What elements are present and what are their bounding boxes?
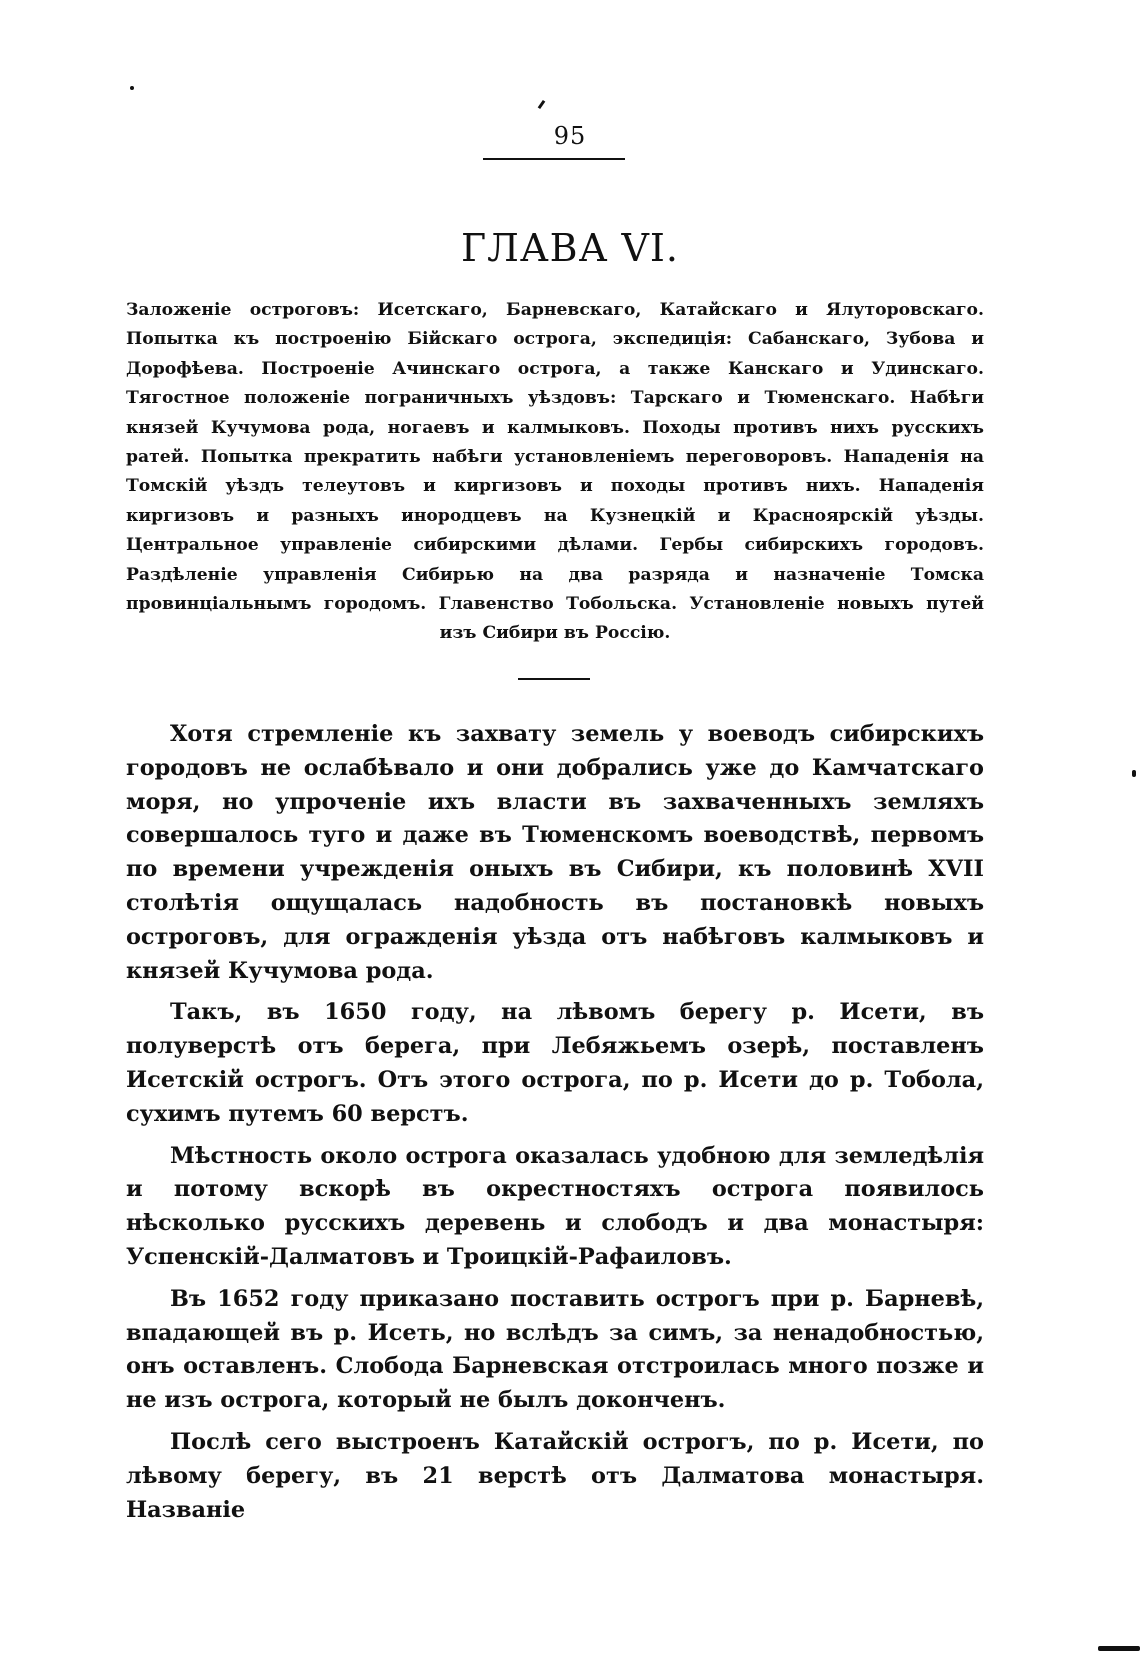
paragraph: Хотя стремленiе къ захвату земель у воеводъ сибирскихъ городовъ не ослабѣвало и они добрались уже до Камчатскаго моря, но упроченiе ихъ власти въ захваченныхъ земляхъ совершалось туго и даже въ Тюменскомъ воеводствѣ, первомъ по времени учрежденiя оныхъ въ Сибири, къ половинѣ XVII столѣтiя ощущалась надобность въ постановкѣ новыхъ остроговъ, для огражденiя уѣзда отъ набѣговъ калмыковъ и князей Кучумова рода. bbox=[126, 721, 984, 984]
scan-tick-mark bbox=[538, 100, 546, 109]
chapter-summary: Заложенiе остроговъ: Исетскаго, Барневскаго, Катайскаго и Ялуторовскаго. Попытка къ построенiю Бiйскаго острога, экспедицiя: Сабанскаго, Зубова и Дорофѣева. Построенiе Ачинскаго острога, а также Канскаго и Удинскаго. Тягостное положенiе пограничныхъ уѣздовъ: Тарскаго и Тюменскаго. Набѣги князей Кучумова рода, ногаевъ и калмыковъ. Походы противъ нихъ русскихъ ратей. Попытка прекратить набѣги установленiемъ переговоровъ. Нападенiя на Томскiй уѣздъ телеутовъ и киргизовъ и походы противъ нихъ. Нападенiя киргизовъ и разныхъ инородцевъ на Кузнецкiй и Красноярскiй уѣзды. Центральное управленiе сибирскими дѣлами. Гербы сибирскихъ городовъ. Раздѣленiе управленiя Сибирью на два разряда и назначенiе Томска провинцiальнымъ городомъ. Главенство Тобольска. Установленiе новыхъ путей изъ Сибири въ Россiю. bbox=[126, 300, 984, 644]
scan-edge-mark bbox=[1132, 770, 1136, 777]
scan-speck bbox=[130, 86, 134, 90]
chapter-body bbox=[126, 718, 984, 1535]
section-divider bbox=[518, 678, 590, 680]
scan-corner-mark bbox=[1098, 1646, 1140, 1651]
chapter-title: ГЛАВА VI. bbox=[461, 226, 679, 270]
page-number: 95 bbox=[553, 122, 587, 150]
page-number-rule bbox=[483, 158, 625, 160]
paragraph: Послѣ сего выстроенъ Катайскiй острогъ, по р. Исети, по лѣвому берегу, въ 21 верстѣ отъ Далматова монастыря. Названiе bbox=[126, 1428, 984, 1523]
paragraph: Такъ, въ 1650 году, на лѣвомъ берегу р. Исети, въ полуверстѣ отъ берега, при Лебяжьемъ озерѣ, поставленъ Исетскiй острогъ. Отъ этого острога, по р. Исети до р. Тобола, сухимъ путемъ 60 верстъ. bbox=[126, 999, 984, 1127]
paragraph: Мѣстность около острога оказалась удобною для земледѣлiя и потому вскорѣ въ окрестностяхъ острога появилось нѣсколько русскихъ деревень и слободъ и два монастыря: Успенскiй-Далматовъ и Троицкiй-Рафаиловъ. bbox=[126, 1142, 984, 1270]
paragraph: Въ 1652 году приказано поставить острогъ при р. Барневѣ, впадающей въ р. Исеть, но вслѣдъ за симъ, за ненадобностью, онъ оставленъ. Слобода Барневская отстроилась много позже и не изъ острога, который не былъ доконченъ. bbox=[126, 1285, 984, 1414]
